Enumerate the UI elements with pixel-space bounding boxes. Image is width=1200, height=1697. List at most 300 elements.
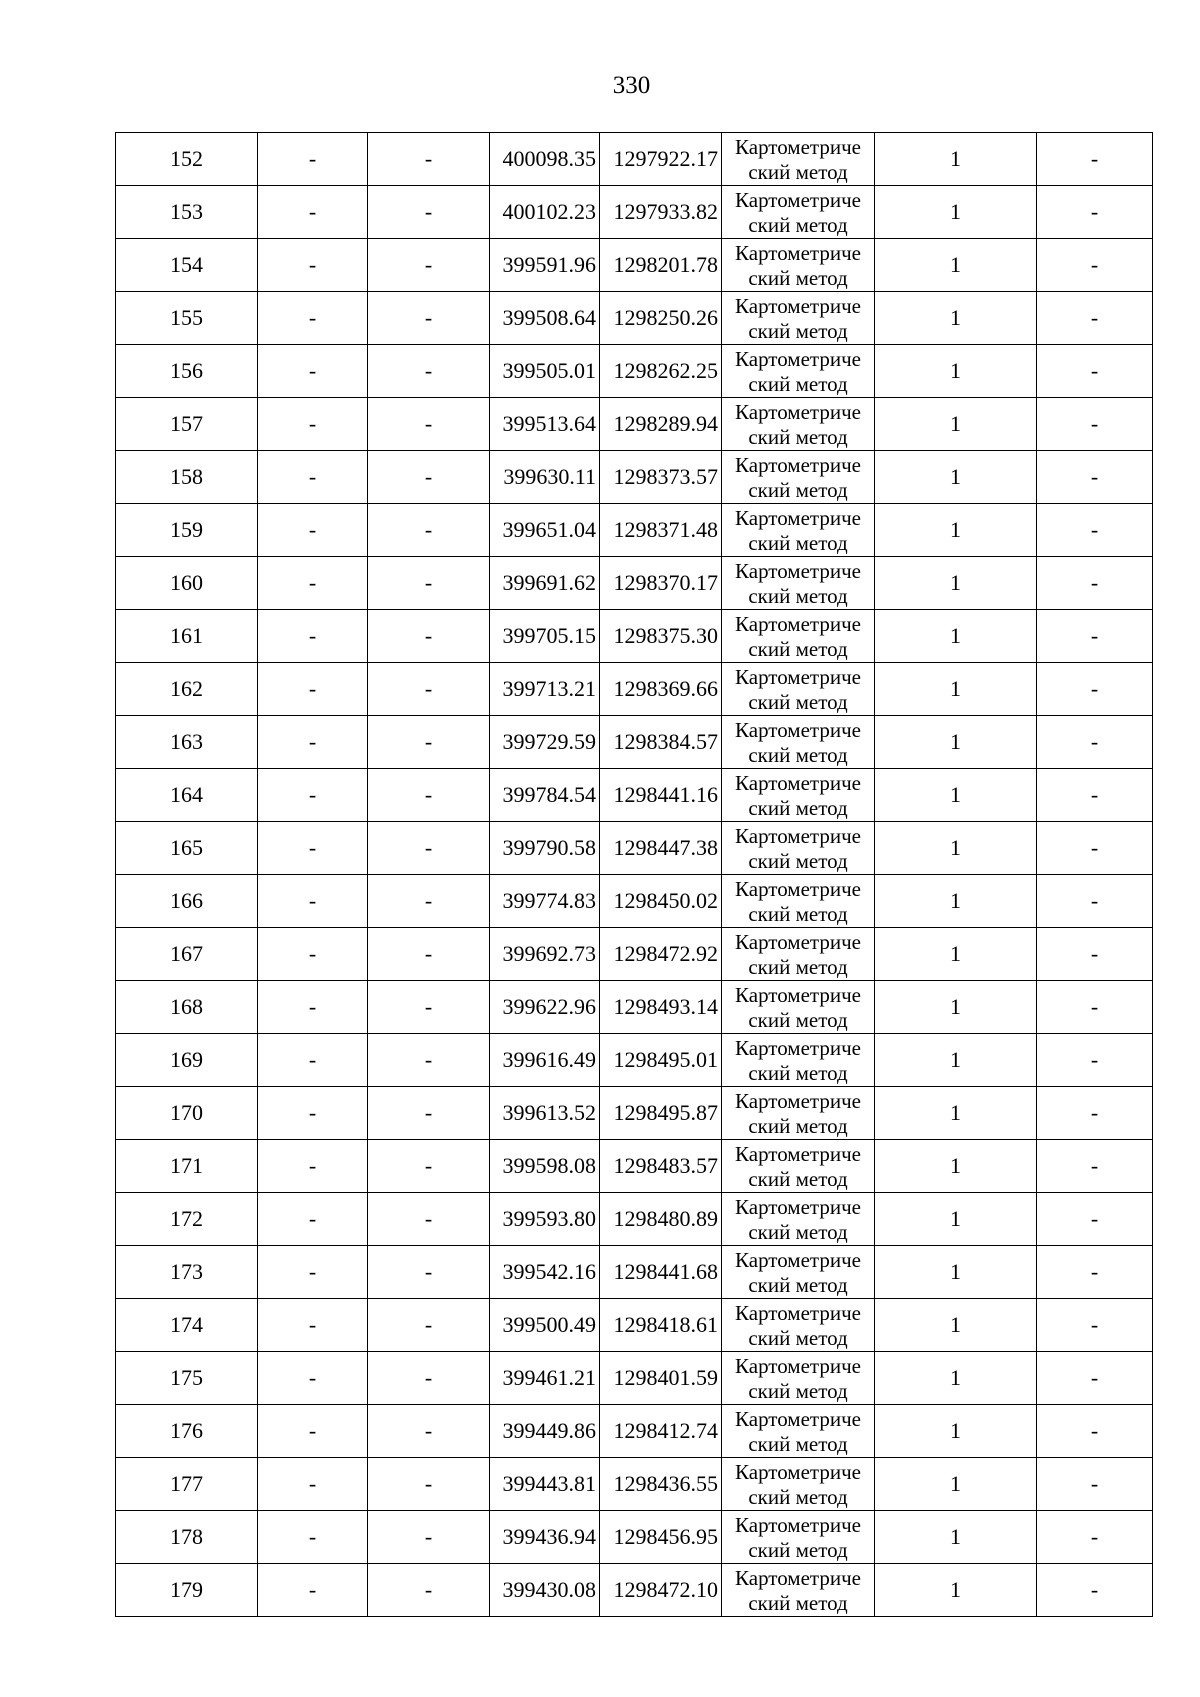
x-coordinate-cell: 399436.94: [490, 1511, 600, 1564]
method-text-line2: ский метод: [748, 319, 848, 343]
method-text-line1: Картометриче: [735, 1248, 861, 1272]
y-coordinate-cell: 1298412.74: [600, 1405, 722, 1458]
method-text-line2: ский метод: [748, 1114, 848, 1138]
point-number-cell: 175: [116, 1352, 258, 1405]
dash-cell: -: [368, 1193, 490, 1246]
dash-cell: -: [258, 239, 368, 292]
y-coordinate-cell: 1298201.78: [600, 239, 722, 292]
x-coordinate-cell: 399613.52: [490, 1087, 600, 1140]
method-text-line2: ский метод: [748, 796, 848, 820]
accuracy-cell: 1: [875, 663, 1037, 716]
method-cell: [722, 504, 875, 557]
table-row: [116, 1034, 1153, 1087]
dash-cell: -: [1037, 239, 1153, 292]
dash-cell: -: [368, 663, 490, 716]
dash-cell: -: [1037, 133, 1153, 186]
method-cell: [722, 1193, 875, 1246]
method-text-line2: ский метод: [748, 266, 848, 290]
point-number-cell: 164: [116, 769, 258, 822]
dash-cell: -: [1037, 1087, 1153, 1140]
accuracy-cell: 1: [875, 1511, 1037, 1564]
method-cell: [722, 1140, 875, 1193]
coordinates-table: [115, 132, 1153, 1617]
accuracy-cell: 1: [875, 451, 1037, 504]
x-coordinate-cell: 399630.11: [490, 451, 600, 504]
method-text-line1: Картометриче: [735, 453, 861, 477]
method-cell: [722, 1087, 875, 1140]
dash-cell: -: [368, 1458, 490, 1511]
method-text-line1: Картометриче: [735, 1301, 861, 1325]
y-coordinate-cell: 1298418.61: [600, 1299, 722, 1352]
y-coordinate-cell: 1298495.01: [600, 1034, 722, 1087]
dash-cell: -: [258, 822, 368, 875]
method-cell: [722, 875, 875, 928]
dash-cell: -: [1037, 928, 1153, 981]
method-text-line2: ский метод: [748, 584, 848, 608]
accuracy-cell: 1: [875, 1299, 1037, 1352]
point-number-cell: 177: [116, 1458, 258, 1511]
y-coordinate-cell: 1298483.57: [600, 1140, 722, 1193]
x-coordinate-cell: 399790.58: [490, 822, 600, 875]
dash-cell: -: [1037, 610, 1153, 663]
dash-cell: -: [258, 769, 368, 822]
method-cell: [722, 1299, 875, 1352]
x-coordinate-cell: 399542.16: [490, 1246, 600, 1299]
x-coordinate-cell: 399774.83: [490, 875, 600, 928]
method-text-line2: ский метод: [748, 1061, 848, 1085]
dash-cell: -: [368, 398, 490, 451]
method-cell: [722, 928, 875, 981]
accuracy-cell: 1: [875, 822, 1037, 875]
table-row: [116, 292, 1153, 345]
method-cell: [722, 769, 875, 822]
dash-cell: -: [258, 1034, 368, 1087]
dash-cell: -: [258, 610, 368, 663]
point-number-cell: 170: [116, 1087, 258, 1140]
method-text-line2: ский метод: [748, 1167, 848, 1191]
method-text-line1: Картометриче: [735, 294, 861, 318]
point-number-cell: 168: [116, 981, 258, 1034]
table-row: [116, 504, 1153, 557]
x-coordinate-cell: 399691.62: [490, 557, 600, 610]
dash-cell: -: [368, 292, 490, 345]
method-text-line1: Картометриче: [735, 135, 861, 159]
accuracy-cell: 1: [875, 716, 1037, 769]
x-coordinate-cell: 399651.04: [490, 504, 600, 557]
dash-cell: -: [1037, 1246, 1153, 1299]
x-coordinate-cell: 399692.73: [490, 928, 600, 981]
method-text-line2: ский метод: [748, 1220, 848, 1244]
method-text-line1: Картометриче: [735, 983, 861, 1007]
accuracy-cell: 1: [875, 1352, 1037, 1405]
point-number-cell: 154: [116, 239, 258, 292]
y-coordinate-cell: 1298441.16: [600, 769, 722, 822]
y-coordinate-cell: 1298370.17: [600, 557, 722, 610]
method-cell: [722, 186, 875, 239]
accuracy-cell: 1: [875, 769, 1037, 822]
table-row: [116, 1246, 1153, 1299]
method-text-line2: ский метод: [748, 425, 848, 449]
table-row: [116, 239, 1153, 292]
y-coordinate-cell: 1298450.02: [600, 875, 722, 928]
method-text-line2: ский метод: [748, 1538, 848, 1562]
point-number-cell: 153: [116, 186, 258, 239]
table-row: [116, 133, 1153, 186]
point-number-cell: 161: [116, 610, 258, 663]
method-text-line2: ский метод: [748, 1485, 848, 1509]
point-number-cell: 174: [116, 1299, 258, 1352]
method-cell: [722, 1458, 875, 1511]
dash-cell: -: [1037, 769, 1153, 822]
method-text-line1: Картометриче: [735, 188, 861, 212]
dash-cell: -: [368, 239, 490, 292]
dash-cell: -: [368, 1299, 490, 1352]
method-text-line2: ский метод: [748, 743, 848, 767]
x-coordinate-cell: 399705.15: [490, 610, 600, 663]
table-row: [116, 1511, 1153, 1564]
method-text-line2: ский метод: [748, 478, 848, 502]
dash-cell: -: [1037, 1564, 1153, 1617]
point-number-cell: 165: [116, 822, 258, 875]
dash-cell: -: [368, 133, 490, 186]
method-text-line2: ский метод: [748, 1273, 848, 1297]
dash-cell: -: [258, 345, 368, 398]
accuracy-cell: 1: [875, 981, 1037, 1034]
method-cell: [722, 1405, 875, 1458]
table-row: [116, 345, 1153, 398]
method-text-line1: Картометриче: [735, 506, 861, 530]
dash-cell: -: [1037, 1034, 1153, 1087]
dash-cell: -: [368, 451, 490, 504]
x-coordinate-cell: 399622.96: [490, 981, 600, 1034]
table-row: [116, 186, 1153, 239]
point-number-cell: 172: [116, 1193, 258, 1246]
point-number-cell: 176: [116, 1405, 258, 1458]
accuracy-cell: 1: [875, 239, 1037, 292]
method-cell: [722, 1352, 875, 1405]
dash-cell: -: [258, 1193, 368, 1246]
point-number-cell: 162: [116, 663, 258, 716]
y-coordinate-cell: 1298480.89: [600, 1193, 722, 1246]
y-coordinate-cell: 1298369.66: [600, 663, 722, 716]
dash-cell: -: [368, 1405, 490, 1458]
point-number-cell: 163: [116, 716, 258, 769]
y-coordinate-cell: 1298472.10: [600, 1564, 722, 1617]
accuracy-cell: 1: [875, 345, 1037, 398]
dash-cell: -: [368, 1087, 490, 1140]
dash-cell: -: [1037, 1458, 1153, 1511]
accuracy-cell: 1: [875, 186, 1037, 239]
table-row: [116, 1193, 1153, 1246]
method-text-line2: ский метод: [748, 690, 848, 714]
point-number-cell: 167: [116, 928, 258, 981]
x-coordinate-cell: 400098.35: [490, 133, 600, 186]
dash-cell: -: [368, 1352, 490, 1405]
method-cell: [722, 610, 875, 663]
point-number-cell: 178: [116, 1511, 258, 1564]
method-text-line1: Картометриче: [735, 1460, 861, 1484]
method-text-line1: Картометриче: [735, 665, 861, 689]
y-coordinate-cell: 1298250.26: [600, 292, 722, 345]
x-coordinate-cell: 399729.59: [490, 716, 600, 769]
dash-cell: -: [258, 928, 368, 981]
dash-cell: -: [1037, 292, 1153, 345]
x-coordinate-cell: 399591.96: [490, 239, 600, 292]
dash-cell: -: [368, 345, 490, 398]
method-text-line2: ский метод: [748, 955, 848, 979]
method-cell: [722, 1511, 875, 1564]
y-coordinate-cell: 1297922.17: [600, 133, 722, 186]
table-row: [116, 1405, 1153, 1458]
method-text-line1: Картометриче: [735, 718, 861, 742]
method-cell: [722, 292, 875, 345]
point-number-cell: 155: [116, 292, 258, 345]
table-row: [116, 822, 1153, 875]
dash-cell: -: [368, 822, 490, 875]
method-text-line1: Картометриче: [735, 612, 861, 636]
dash-cell: -: [1037, 1299, 1153, 1352]
dash-cell: -: [368, 769, 490, 822]
table-row: [116, 1352, 1153, 1405]
method-cell: [722, 239, 875, 292]
method-text-line2: ский метод: [748, 1432, 848, 1456]
method-cell: [722, 398, 875, 451]
dash-cell: -: [368, 928, 490, 981]
accuracy-cell: 1: [875, 610, 1037, 663]
method-cell: [722, 981, 875, 1034]
dash-cell: -: [258, 504, 368, 557]
dash-cell: -: [258, 1140, 368, 1193]
dash-cell: -: [368, 186, 490, 239]
point-number-cell: 160: [116, 557, 258, 610]
method-text-line2: ский метод: [748, 849, 848, 873]
dash-cell: -: [258, 875, 368, 928]
dash-cell: -: [368, 1564, 490, 1617]
dash-cell: -: [258, 716, 368, 769]
dash-cell: -: [1037, 981, 1153, 1034]
method-text-line2: ский метод: [748, 372, 848, 396]
method-text-line1: Картометриче: [735, 1513, 861, 1537]
accuracy-cell: 1: [875, 1193, 1037, 1246]
method-text-line1: Картометриче: [735, 771, 861, 795]
dash-cell: -: [368, 1246, 490, 1299]
y-coordinate-cell: 1298373.57: [600, 451, 722, 504]
dash-cell: -: [258, 981, 368, 1034]
dash-cell: -: [258, 133, 368, 186]
method-cell: [722, 663, 875, 716]
dash-cell: -: [258, 292, 368, 345]
accuracy-cell: 1: [875, 1458, 1037, 1511]
method-text-line1: Картометриче: [735, 241, 861, 265]
dash-cell: -: [258, 663, 368, 716]
dash-cell: -: [1037, 398, 1153, 451]
method-text-line2: ский метод: [748, 1008, 848, 1032]
y-coordinate-cell: 1298441.68: [600, 1246, 722, 1299]
method-cell: [722, 822, 875, 875]
method-text-line2: ский метод: [748, 637, 848, 661]
point-number-cell: 171: [116, 1140, 258, 1193]
x-coordinate-cell: 399443.81: [490, 1458, 600, 1511]
dash-cell: -: [258, 398, 368, 451]
dash-cell: -: [258, 1458, 368, 1511]
table-row: [116, 928, 1153, 981]
dash-cell: -: [258, 1246, 368, 1299]
accuracy-cell: 1: [875, 1405, 1037, 1458]
dash-cell: -: [368, 557, 490, 610]
dash-cell: -: [1037, 1405, 1153, 1458]
dash-cell: -: [368, 504, 490, 557]
dash-cell: -: [258, 1087, 368, 1140]
dash-cell: -: [1037, 663, 1153, 716]
dash-cell: -: [1037, 345, 1153, 398]
method-text-line2: ский метод: [748, 1326, 848, 1350]
y-coordinate-cell: 1298401.59: [600, 1352, 722, 1405]
y-coordinate-cell: 1298436.55: [600, 1458, 722, 1511]
x-coordinate-cell: 399508.64: [490, 292, 600, 345]
method-text-line1: Картометриче: [735, 930, 861, 954]
accuracy-cell: 1: [875, 1246, 1037, 1299]
accuracy-cell: 1: [875, 292, 1037, 345]
method-text-line1: Картометриче: [735, 559, 861, 583]
table-row: [116, 1299, 1153, 1352]
x-coordinate-cell: 399593.80: [490, 1193, 600, 1246]
table-body: [116, 133, 1153, 1617]
method-cell: [722, 133, 875, 186]
y-coordinate-cell: 1298375.30: [600, 610, 722, 663]
method-text-line1: Картометриче: [735, 400, 861, 424]
x-coordinate-cell: 399505.01: [490, 345, 600, 398]
x-coordinate-cell: 399449.86: [490, 1405, 600, 1458]
dash-cell: -: [368, 610, 490, 663]
dash-cell: -: [1037, 875, 1153, 928]
accuracy-cell: 1: [875, 133, 1037, 186]
accuracy-cell: 1: [875, 398, 1037, 451]
y-coordinate-cell: 1298447.38: [600, 822, 722, 875]
y-coordinate-cell: 1298384.57: [600, 716, 722, 769]
dash-cell: -: [258, 1564, 368, 1617]
y-coordinate-cell: 1298493.14: [600, 981, 722, 1034]
table-row: [116, 981, 1153, 1034]
accuracy-cell: 1: [875, 557, 1037, 610]
y-coordinate-cell: 1298371.48: [600, 504, 722, 557]
method-text-line2: ский метод: [748, 531, 848, 555]
dash-cell: -: [258, 1511, 368, 1564]
dash-cell: -: [1037, 1511, 1153, 1564]
dash-cell: -: [1037, 557, 1153, 610]
x-coordinate-cell: 399500.49: [490, 1299, 600, 1352]
dash-cell: -: [1037, 1352, 1153, 1405]
table-row: [116, 1458, 1153, 1511]
table-row: [116, 1140, 1153, 1193]
accuracy-cell: 1: [875, 928, 1037, 981]
method-text-line2: ский метод: [748, 902, 848, 926]
method-text-line2: ский метод: [748, 160, 848, 184]
dash-cell: -: [258, 451, 368, 504]
method-cell: [722, 716, 875, 769]
method-text-line1: Картометриче: [735, 1407, 861, 1431]
method-text-line1: Картометриче: [735, 1566, 861, 1590]
method-text-line1: Картометриче: [735, 347, 861, 371]
y-coordinate-cell: 1297933.82: [600, 186, 722, 239]
dash-cell: -: [258, 557, 368, 610]
x-coordinate-cell: 399713.21: [490, 663, 600, 716]
dash-cell: -: [258, 1352, 368, 1405]
method-text-line1: Картометриче: [735, 1195, 861, 1219]
method-text-line1: Картометриче: [735, 1142, 861, 1166]
x-coordinate-cell: 399616.49: [490, 1034, 600, 1087]
method-text-line1: Картометриче: [735, 1089, 861, 1113]
method-cell: [722, 345, 875, 398]
x-coordinate-cell: 399784.54: [490, 769, 600, 822]
dash-cell: -: [1037, 451, 1153, 504]
dash-cell: -: [368, 1511, 490, 1564]
table-row: [116, 716, 1153, 769]
accuracy-cell: 1: [875, 1034, 1037, 1087]
dash-cell: -: [368, 1034, 490, 1087]
table-row: [116, 769, 1153, 822]
table-row: [116, 610, 1153, 663]
dash-cell: -: [368, 716, 490, 769]
table-row: [116, 1087, 1153, 1140]
method-cell: [722, 557, 875, 610]
dash-cell: -: [1037, 186, 1153, 239]
page-number: 330: [612, 72, 651, 99]
x-coordinate-cell: 399430.08: [490, 1564, 600, 1617]
point-number-cell: 166: [116, 875, 258, 928]
y-coordinate-cell: 1298495.87: [600, 1087, 722, 1140]
table-row: [116, 557, 1153, 610]
x-coordinate-cell: 399461.21: [490, 1352, 600, 1405]
method-cell: [722, 1246, 875, 1299]
dash-cell: -: [1037, 504, 1153, 557]
dash-cell: -: [368, 981, 490, 1034]
method-cell: [722, 451, 875, 504]
method-text-line1: Картометриче: [735, 1036, 861, 1060]
dash-cell: -: [1037, 1140, 1153, 1193]
x-coordinate-cell: 399513.64: [490, 398, 600, 451]
point-number-cell: 152: [116, 133, 258, 186]
point-number-cell: 156: [116, 345, 258, 398]
y-coordinate-cell: 1298456.95: [600, 1511, 722, 1564]
method-cell: [722, 1564, 875, 1617]
method-cell: [722, 1034, 875, 1087]
accuracy-cell: 1: [875, 1140, 1037, 1193]
point-number-cell: 157: [116, 398, 258, 451]
accuracy-cell: 1: [875, 875, 1037, 928]
table-row: [116, 875, 1153, 928]
dash-cell: -: [1037, 716, 1153, 769]
method-text-line2: ский метод: [748, 213, 848, 237]
point-number-cell: 158: [116, 451, 258, 504]
x-coordinate-cell: 400102.23: [490, 186, 600, 239]
dash-cell: -: [258, 186, 368, 239]
table-row: [116, 1564, 1153, 1617]
accuracy-cell: 1: [875, 504, 1037, 557]
dash-cell: -: [368, 875, 490, 928]
point-number-cell: 173: [116, 1246, 258, 1299]
y-coordinate-cell: 1298289.94: [600, 398, 722, 451]
dash-cell: -: [1037, 822, 1153, 875]
method-text-line1: Картометриче: [735, 1354, 861, 1378]
table-row: [116, 663, 1153, 716]
point-number-cell: 169: [116, 1034, 258, 1087]
y-coordinate-cell: 1298262.25: [600, 345, 722, 398]
dash-cell: -: [258, 1299, 368, 1352]
table-row: [116, 451, 1153, 504]
method-text-line2: ский метод: [748, 1379, 848, 1403]
method-text-line1: Картометриче: [735, 824, 861, 848]
dash-cell: -: [1037, 1193, 1153, 1246]
